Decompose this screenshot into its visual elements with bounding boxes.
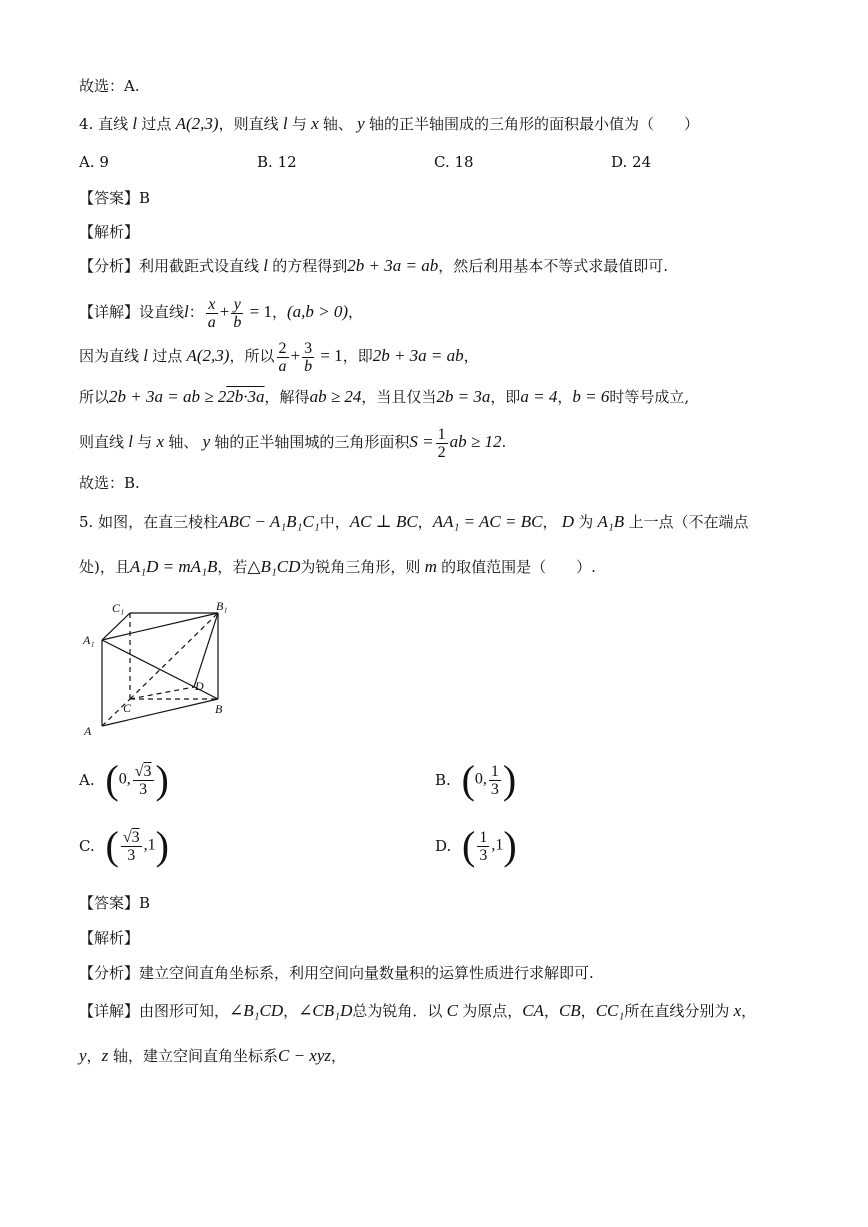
q4-final-choice: 故选：B. [79, 474, 140, 492]
q5-option-a: A. (0, $\frac{√3}{3}$ ) [79, 757, 169, 802]
label-A: A [84, 724, 92, 738]
q5-detail-line2: y，z 轴，建立空间直角坐标系C − xyz， [79, 1046, 347, 1065]
q5-option-c-value: ( $\frac{√3}{3}$ ,1) [105, 823, 169, 868]
q4-option-d: D. 24 [611, 153, 652, 171]
q4-option-b: B. 12 [257, 153, 297, 171]
q5-option-c: C. ( $\frac{√3}{3}$ ,1) [79, 823, 169, 868]
label-B1: B₁ [216, 599, 228, 613]
q5-option-d-value: ( $\frac{1}{3}$ ,1) [462, 823, 517, 868]
q4-detail-line3: 所以2b + 3a = ab ≥ 22b·3a，解得ab ≥ 24，当且仅当2b = 3a，即a = 4，b = 6时等号成立, [79, 387, 690, 406]
question-4-stem: 4. 直线 l 过点 A(2,3)，则直线 l 与 x 轴、 y 轴的正半轴围成的三角形的面积最小值为（ ） [79, 114, 699, 133]
q5-option-a-value: (0, $\frac{√3}{3}$ ) [105, 757, 169, 802]
label-B: B [215, 702, 223, 716]
q4-option-c: C. 18 [434, 153, 474, 171]
q4-detail-line4: 则直线 l 与 x 轴、 y 轴的正半轴围城的三角形面积S = $\frac{1}{2}$ ab ≥ 12. [79, 425, 507, 461]
q4-answer: 【答案】B [79, 189, 151, 207]
question-5-stem-line2: 处)，且A₁D = mA₁B，若△B₁CD为锐角三角形，则 m 的取值范围是（ ）. [79, 557, 596, 576]
label-A1: A₁ [83, 633, 95, 647]
q4-detail-line2: 因为直线 l 过点 A(2,3)，所以 $\frac{2}{a}$ + $\frac{3}{b}$ = 1，即2b + 3a = ab， [79, 339, 479, 375]
label-C: C [123, 701, 132, 715]
q5-option-b: B. (0, $\frac{1}{3}$ ) [435, 757, 517, 802]
q5-fenxi: 【分析】建立空间直角坐标系，利用空间向量数量积的运算性质进行求解即可. [79, 964, 594, 982]
question-5-stem-line1: 5. 如图，在直三棱柱ABC − A₁B₁C₁中，AC ⊥ BC，AA₁ = AC = BC， D 为 A₁B 上一点（不在端点 [79, 512, 749, 531]
label-C1: C₁ [112, 601, 125, 615]
q4-detail-line1: 【详解】设直线l： $\frac{x}{a}$ + $\frac{y}{b}$ = 1，(a,b > 0)， [79, 295, 364, 331]
prism-figure [80, 596, 250, 741]
q5-option-b-value: (0, $\frac{1}{3}$ ) [461, 757, 517, 802]
q5-analysis-heading: 【解析】 [79, 929, 140, 947]
q5-option-d: D. ( $\frac{1}{3}$ ,1) [435, 823, 517, 868]
q5-answer: 【答案】B [79, 894, 151, 912]
q4-analysis-heading: 【解析】 [79, 223, 140, 241]
q5-detail-line1: 【详解】由图形可知，∠B₁CD，∠CB₁D总为锐角．以 C 为原点，CA，CB，CC₁所在直线分别为 x， [79, 1001, 757, 1020]
q4-option-a: A. 9 [79, 153, 109, 171]
label-D: D [195, 679, 204, 693]
previous-answer: 故选：A. [79, 77, 140, 95]
q4-fenxi: 【分析】利用截距式设直线 l 的方程得到2b + 3a = ab，然后利用基本不等式求最值即可. [79, 256, 668, 275]
